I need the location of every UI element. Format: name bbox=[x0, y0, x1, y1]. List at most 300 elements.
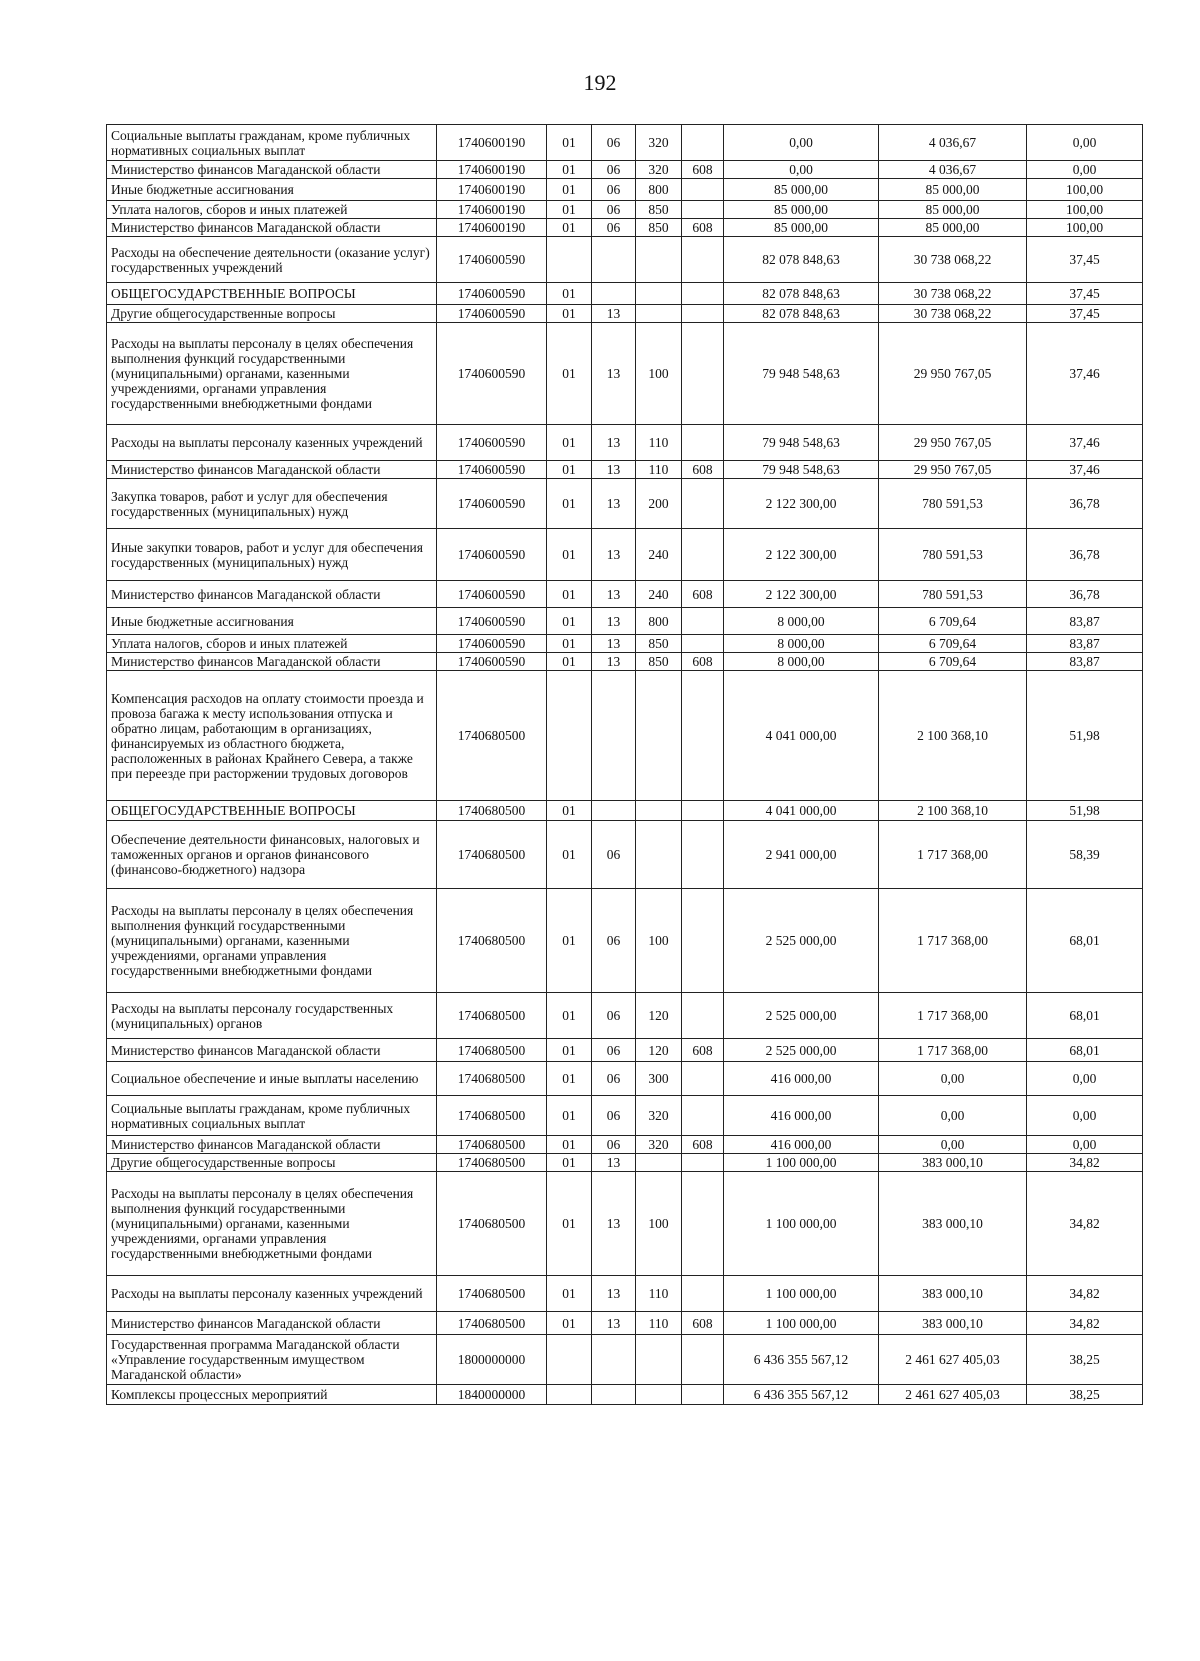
cell-vr: 320 bbox=[636, 125, 682, 161]
cell-section: 01 bbox=[547, 219, 592, 237]
cell-fact: 6 709,64 bbox=[879, 653, 1027, 671]
cell-section: 01 bbox=[547, 1276, 592, 1312]
cell-fact: 1 717 368,00 bbox=[879, 889, 1027, 993]
table-row bbox=[107, 1385, 1143, 1405]
cell-section: 01 bbox=[547, 461, 592, 479]
cell-subsection: 13 bbox=[592, 653, 636, 671]
cell-name: Расходы на выплаты персоналу казенных учреждений bbox=[107, 1276, 437, 1312]
cell-vr: 800 bbox=[636, 608, 682, 635]
cell-fact: 1 717 368,00 bbox=[879, 993, 1027, 1039]
table-row bbox=[107, 1335, 1143, 1385]
cell-subsection bbox=[592, 1385, 636, 1405]
cell-section: 01 bbox=[547, 801, 592, 821]
cell-percent: 68,01 bbox=[1027, 993, 1143, 1039]
cell-csr: 1740600590 bbox=[437, 323, 547, 425]
cell-grbs bbox=[682, 529, 724, 581]
cell-vr: 320 bbox=[636, 1136, 682, 1154]
cell-section: 01 bbox=[547, 993, 592, 1039]
cell-vr bbox=[636, 821, 682, 889]
cell-section: 01 bbox=[547, 1312, 592, 1335]
cell-percent: 34,82 bbox=[1027, 1154, 1143, 1172]
cell-fact: 780 591,53 bbox=[879, 581, 1027, 608]
cell-grbs: 608 bbox=[682, 219, 724, 237]
cell-percent: 51,98 bbox=[1027, 671, 1143, 801]
cell-name: Министерство финансов Магаданской области bbox=[107, 161, 437, 179]
cell-vr bbox=[636, 801, 682, 821]
cell-subsection bbox=[592, 237, 636, 283]
table-row bbox=[107, 1172, 1143, 1276]
cell-section: 01 bbox=[547, 1039, 592, 1062]
cell-vr: 850 bbox=[636, 201, 682, 219]
cell-csr: 1740680500 bbox=[437, 1096, 547, 1136]
table-row bbox=[107, 1062, 1143, 1096]
cell-subsection: 13 bbox=[592, 635, 636, 653]
cell-csr: 1740600590 bbox=[437, 653, 547, 671]
cell-grbs bbox=[682, 1154, 724, 1172]
cell-csr: 1800000000 bbox=[437, 1335, 547, 1385]
cell-section: 01 bbox=[547, 1172, 592, 1276]
cell-plan: 4 041 000,00 bbox=[724, 801, 879, 821]
cell-grbs bbox=[682, 671, 724, 801]
cell-csr: 1740600190 bbox=[437, 161, 547, 179]
cell-name: Закупка товаров, работ и услуг для обеспечения государственных (муниципальных) нужд bbox=[107, 479, 437, 529]
cell-name: Социальные выплаты гражданам, кроме публичных нормативных социальных выплат bbox=[107, 125, 437, 161]
cell-section: 01 bbox=[547, 201, 592, 219]
cell-fact: 29 950 767,05 bbox=[879, 425, 1027, 461]
cell-section: 01 bbox=[547, 1062, 592, 1096]
cell-section: 01 bbox=[547, 608, 592, 635]
cell-plan: 2 525 000,00 bbox=[724, 993, 879, 1039]
cell-section: 01 bbox=[547, 305, 592, 323]
cell-name: Комплексы процессных мероприятий bbox=[107, 1385, 437, 1405]
cell-subsection: 06 bbox=[592, 219, 636, 237]
cell-fact: 85 000,00 bbox=[879, 201, 1027, 219]
cell-fact: 383 000,10 bbox=[879, 1312, 1027, 1335]
cell-fact: 30 738 068,22 bbox=[879, 237, 1027, 283]
cell-grbs bbox=[682, 1385, 724, 1405]
cell-subsection: 06 bbox=[592, 993, 636, 1039]
cell-percent: 37,45 bbox=[1027, 237, 1143, 283]
cell-name: Социальное обеспечение и иные выплаты населению bbox=[107, 1062, 437, 1096]
cell-grbs bbox=[682, 1172, 724, 1276]
cell-subsection bbox=[592, 801, 636, 821]
table-row bbox=[107, 1312, 1143, 1335]
table-row bbox=[107, 305, 1143, 323]
cell-section: 01 bbox=[547, 1154, 592, 1172]
cell-percent: 36,78 bbox=[1027, 581, 1143, 608]
cell-grbs bbox=[682, 283, 724, 305]
cell-name: Обеспечение деятельности финансовых, налоговых и таможенных органов и органов финансового (финансово-бюджетного) надзора bbox=[107, 821, 437, 889]
table-body bbox=[107, 125, 1143, 1405]
cell-plan: 2 941 000,00 bbox=[724, 821, 879, 889]
cell-fact: 0,00 bbox=[879, 1062, 1027, 1096]
cell-grbs: 608 bbox=[682, 1312, 724, 1335]
cell-grbs bbox=[682, 993, 724, 1039]
cell-plan: 2 122 300,00 bbox=[724, 581, 879, 608]
cell-plan: 416 000,00 bbox=[724, 1062, 879, 1096]
cell-fact: 4 036,67 bbox=[879, 125, 1027, 161]
cell-vr: 800 bbox=[636, 179, 682, 201]
cell-name: Министерство финансов Магаданской области bbox=[107, 1312, 437, 1335]
cell-plan: 2 122 300,00 bbox=[724, 479, 879, 529]
cell-grbs bbox=[682, 1276, 724, 1312]
cell-plan: 6 436 355 567,12 bbox=[724, 1335, 879, 1385]
cell-grbs: 608 bbox=[682, 461, 724, 479]
table-row bbox=[107, 529, 1143, 581]
cell-fact: 4 036,67 bbox=[879, 161, 1027, 179]
cell-subsection: 13 bbox=[592, 1154, 636, 1172]
cell-csr: 1740680500 bbox=[437, 1276, 547, 1312]
cell-grbs bbox=[682, 1335, 724, 1385]
cell-name: Министерство финансов Магаданской области bbox=[107, 653, 437, 671]
cell-fact: 2 100 368,10 bbox=[879, 671, 1027, 801]
table-row bbox=[107, 993, 1143, 1039]
cell-percent: 37,45 bbox=[1027, 305, 1143, 323]
table-row bbox=[107, 179, 1143, 201]
cell-grbs bbox=[682, 305, 724, 323]
table-row bbox=[107, 635, 1143, 653]
cell-name: Министерство финансов Магаданской области bbox=[107, 1136, 437, 1154]
cell-plan: 8 000,00 bbox=[724, 608, 879, 635]
cell-grbs bbox=[682, 635, 724, 653]
cell-grbs bbox=[682, 1096, 724, 1136]
cell-subsection: 13 bbox=[592, 323, 636, 425]
cell-fact: 383 000,10 bbox=[879, 1276, 1027, 1312]
cell-section: 01 bbox=[547, 653, 592, 671]
cell-grbs: 608 bbox=[682, 1039, 724, 1062]
cell-vr bbox=[636, 1385, 682, 1405]
cell-subsection: 13 bbox=[592, 479, 636, 529]
cell-subsection: 13 bbox=[592, 529, 636, 581]
cell-grbs bbox=[682, 237, 724, 283]
cell-vr: 110 bbox=[636, 461, 682, 479]
cell-csr: 1740600190 bbox=[437, 179, 547, 201]
cell-plan: 6 436 355 567,12 bbox=[724, 1385, 879, 1405]
cell-name: Расходы на выплаты персоналу казенных учреждений bbox=[107, 425, 437, 461]
cell-vr: 850 bbox=[636, 219, 682, 237]
cell-plan: 2 122 300,00 bbox=[724, 529, 879, 581]
table-row bbox=[107, 323, 1143, 425]
cell-fact: 0,00 bbox=[879, 1136, 1027, 1154]
cell-name: ОБЩЕГОСУДАРСТВЕННЫЕ ВОПРОСЫ bbox=[107, 283, 437, 305]
cell-vr: 240 bbox=[636, 529, 682, 581]
cell-name: Расходы на выплаты персоналу в целях обеспечения выполнения функций государственными (муниципальными) органами, казенными учреждениями, органами управления государственными внебюджетными фондами bbox=[107, 1172, 437, 1276]
cell-plan: 85 000,00 bbox=[724, 179, 879, 201]
cell-name: Иные бюджетные ассигнования bbox=[107, 608, 437, 635]
cell-subsection: 06 bbox=[592, 821, 636, 889]
cell-vr: 300 bbox=[636, 1062, 682, 1096]
cell-grbs bbox=[682, 425, 724, 461]
cell-plan: 0,00 bbox=[724, 161, 879, 179]
cell-plan: 79 948 548,63 bbox=[724, 323, 879, 425]
cell-grbs bbox=[682, 608, 724, 635]
table-row bbox=[107, 671, 1143, 801]
cell-fact: 85 000,00 bbox=[879, 219, 1027, 237]
cell-vr: 100 bbox=[636, 889, 682, 993]
cell-csr: 1740680500 bbox=[437, 993, 547, 1039]
cell-grbs: 608 bbox=[682, 161, 724, 179]
cell-csr: 1740680500 bbox=[437, 1039, 547, 1062]
cell-name: Министерство финансов Магаданской области bbox=[107, 219, 437, 237]
cell-csr: 1740680500 bbox=[437, 1136, 547, 1154]
cell-name: Министерство финансов Магаданской области bbox=[107, 581, 437, 608]
cell-csr: 1740680500 bbox=[437, 1062, 547, 1096]
cell-percent: 37,46 bbox=[1027, 461, 1143, 479]
cell-subsection bbox=[592, 283, 636, 305]
cell-fact: 29 950 767,05 bbox=[879, 461, 1027, 479]
cell-plan: 1 100 000,00 bbox=[724, 1312, 879, 1335]
cell-csr: 1740600590 bbox=[437, 529, 547, 581]
cell-name: Другие общегосударственные вопросы bbox=[107, 305, 437, 323]
table-row bbox=[107, 219, 1143, 237]
cell-name: Расходы на выплаты персоналу в целях обеспечения выполнения функций государственными (муниципальными) органами, казенными учреждениями, органами управления государственными внебюджетными фондами bbox=[107, 889, 437, 993]
cell-plan: 85 000,00 bbox=[724, 219, 879, 237]
cell-vr bbox=[636, 283, 682, 305]
cell-subsection bbox=[592, 671, 636, 801]
table-row bbox=[107, 201, 1143, 219]
table-row bbox=[107, 283, 1143, 305]
cell-fact: 780 591,53 bbox=[879, 479, 1027, 529]
cell-fact: 2 461 627 405,03 bbox=[879, 1385, 1027, 1405]
cell-vr: 120 bbox=[636, 1039, 682, 1062]
cell-vr bbox=[636, 1335, 682, 1385]
cell-plan: 4 041 000,00 bbox=[724, 671, 879, 801]
table-row bbox=[107, 821, 1143, 889]
cell-grbs bbox=[682, 821, 724, 889]
cell-subsection: 13 bbox=[592, 305, 636, 323]
cell-percent: 34,82 bbox=[1027, 1276, 1143, 1312]
cell-name: Расходы на выплаты персоналу в целях обеспечения выполнения функций государственными (муниципальными) органами, казенными учреждениями, органами управления государственными внебюджетными фондами bbox=[107, 323, 437, 425]
cell-name: ОБЩЕГОСУДАРСТВЕННЫЕ ВОПРОСЫ bbox=[107, 801, 437, 821]
cell-percent: 83,87 bbox=[1027, 635, 1143, 653]
cell-subsection: 06 bbox=[592, 161, 636, 179]
cell-grbs: 608 bbox=[682, 581, 724, 608]
cell-csr: 1740600590 bbox=[437, 305, 547, 323]
cell-name: Уплата налогов, сборов и иных платежей bbox=[107, 635, 437, 653]
cell-percent: 37,45 bbox=[1027, 283, 1143, 305]
cell-section: 01 bbox=[547, 635, 592, 653]
cell-percent: 100,00 bbox=[1027, 219, 1143, 237]
cell-grbs bbox=[682, 201, 724, 219]
cell-vr: 850 bbox=[636, 653, 682, 671]
cell-percent: 58,39 bbox=[1027, 821, 1143, 889]
cell-percent: 37,46 bbox=[1027, 323, 1143, 425]
cell-plan: 82 078 848,63 bbox=[724, 283, 879, 305]
cell-vr: 850 bbox=[636, 635, 682, 653]
cell-csr: 1740600590 bbox=[437, 237, 547, 283]
cell-section: 01 bbox=[547, 125, 592, 161]
cell-vr bbox=[636, 671, 682, 801]
cell-fact: 780 591,53 bbox=[879, 529, 1027, 581]
table-row bbox=[107, 653, 1143, 671]
cell-plan: 79 948 548,63 bbox=[724, 425, 879, 461]
cell-name: Иные бюджетные ассигнования bbox=[107, 179, 437, 201]
cell-subsection: 06 bbox=[592, 179, 636, 201]
cell-vr: 120 bbox=[636, 993, 682, 1039]
cell-vr: 110 bbox=[636, 1312, 682, 1335]
cell-csr: 1740600190 bbox=[437, 201, 547, 219]
cell-fact: 30 738 068,22 bbox=[879, 305, 1027, 323]
cell-fact: 29 950 767,05 bbox=[879, 323, 1027, 425]
cell-percent: 83,87 bbox=[1027, 653, 1143, 671]
cell-section bbox=[547, 671, 592, 801]
table-row bbox=[107, 889, 1143, 993]
cell-section bbox=[547, 1335, 592, 1385]
cell-fact: 0,00 bbox=[879, 1096, 1027, 1136]
cell-fact: 2 100 368,10 bbox=[879, 801, 1027, 821]
cell-vr: 110 bbox=[636, 425, 682, 461]
cell-name: Расходы на выплаты персоналу государственных (муниципальных) органов bbox=[107, 993, 437, 1039]
cell-subsection: 13 bbox=[592, 425, 636, 461]
cell-csr: 1740600590 bbox=[437, 479, 547, 529]
table-row bbox=[107, 1154, 1143, 1172]
cell-csr: 1740600590 bbox=[437, 608, 547, 635]
cell-csr: 1740680500 bbox=[437, 1154, 547, 1172]
cell-section: 01 bbox=[547, 581, 592, 608]
cell-grbs bbox=[682, 801, 724, 821]
table-row bbox=[107, 581, 1143, 608]
cell-percent: 68,01 bbox=[1027, 1039, 1143, 1062]
cell-section: 01 bbox=[547, 323, 592, 425]
table-row bbox=[107, 1276, 1143, 1312]
table-row bbox=[107, 479, 1143, 529]
cell-csr: 1740600590 bbox=[437, 461, 547, 479]
cell-grbs bbox=[682, 323, 724, 425]
cell-percent: 38,25 bbox=[1027, 1385, 1143, 1405]
cell-fact: 6 709,64 bbox=[879, 635, 1027, 653]
cell-vr: 110 bbox=[636, 1276, 682, 1312]
cell-fact: 1 717 368,00 bbox=[879, 1039, 1027, 1062]
cell-csr: 1740680500 bbox=[437, 671, 547, 801]
table-row bbox=[107, 1136, 1143, 1154]
table-row bbox=[107, 237, 1143, 283]
cell-name: Министерство финансов Магаданской области bbox=[107, 1039, 437, 1062]
cell-plan: 79 948 548,63 bbox=[724, 461, 879, 479]
cell-subsection: 06 bbox=[592, 1039, 636, 1062]
cell-grbs bbox=[682, 1062, 724, 1096]
cell-plan: 1 100 000,00 bbox=[724, 1276, 879, 1312]
cell-percent: 0,00 bbox=[1027, 125, 1143, 161]
cell-plan: 8 000,00 bbox=[724, 635, 879, 653]
cell-plan: 0,00 bbox=[724, 125, 879, 161]
cell-section: 01 bbox=[547, 425, 592, 461]
cell-percent: 0,00 bbox=[1027, 1136, 1143, 1154]
cell-subsection: 13 bbox=[592, 1312, 636, 1335]
cell-section bbox=[547, 237, 592, 283]
cell-plan: 1 100 000,00 bbox=[724, 1172, 879, 1276]
cell-section: 01 bbox=[547, 1136, 592, 1154]
cell-percent: 37,46 bbox=[1027, 425, 1143, 461]
cell-grbs: 608 bbox=[682, 653, 724, 671]
cell-csr: 1740600590 bbox=[437, 581, 547, 608]
table-row bbox=[107, 1039, 1143, 1062]
table-row bbox=[107, 125, 1143, 161]
cell-percent: 68,01 bbox=[1027, 889, 1143, 993]
cell-name: Социальные выплаты гражданам, кроме публичных нормативных социальных выплат bbox=[107, 1096, 437, 1136]
cell-subsection: 13 bbox=[592, 461, 636, 479]
cell-csr: 1740600590 bbox=[437, 635, 547, 653]
cell-percent: 36,78 bbox=[1027, 529, 1143, 581]
cell-percent: 34,82 bbox=[1027, 1172, 1143, 1276]
cell-section: 01 bbox=[547, 821, 592, 889]
cell-subsection: 13 bbox=[592, 1172, 636, 1276]
cell-name: Компенсация расходов на оплату стоимости проезда и провоза багажа к месту использования отпуска и обратно лицам, работающим в организациях, финансируемых из областного бюджета, расположенных в районах Крайнего Севера, а также при переезде при расторжении трудовых договоров bbox=[107, 671, 437, 801]
cell-csr: 1740600190 bbox=[437, 219, 547, 237]
cell-subsection: 06 bbox=[592, 889, 636, 993]
cell-percent: 0,00 bbox=[1027, 1096, 1143, 1136]
cell-csr: 1740680500 bbox=[437, 1172, 547, 1276]
cell-section: 01 bbox=[547, 283, 592, 305]
cell-grbs bbox=[682, 479, 724, 529]
cell-name: Иные закупки товаров, работ и услуг для обеспечения государственных (муниципальных) нужд bbox=[107, 529, 437, 581]
cell-subsection: 13 bbox=[592, 1276, 636, 1312]
cell-subsection: 13 bbox=[592, 581, 636, 608]
cell-grbs bbox=[682, 125, 724, 161]
cell-fact: 383 000,10 bbox=[879, 1154, 1027, 1172]
table-row bbox=[107, 608, 1143, 635]
cell-percent: 100,00 bbox=[1027, 179, 1143, 201]
cell-grbs bbox=[682, 179, 724, 201]
cell-csr: 1740600190 bbox=[437, 125, 547, 161]
cell-fact: 1 717 368,00 bbox=[879, 821, 1027, 889]
cell-section: 01 bbox=[547, 529, 592, 581]
cell-subsection bbox=[592, 1335, 636, 1385]
cell-csr: 1740680500 bbox=[437, 1312, 547, 1335]
cell-grbs: 608 bbox=[682, 1136, 724, 1154]
cell-vr: 320 bbox=[636, 161, 682, 179]
cell-plan: 416 000,00 bbox=[724, 1136, 879, 1154]
cell-vr: 100 bbox=[636, 323, 682, 425]
cell-plan: 82 078 848,63 bbox=[724, 237, 879, 283]
cell-name: Министерство финансов Магаданской области bbox=[107, 461, 437, 479]
cell-grbs bbox=[682, 889, 724, 993]
cell-percent: 0,00 bbox=[1027, 161, 1143, 179]
cell-subsection: 06 bbox=[592, 1096, 636, 1136]
cell-section: 01 bbox=[547, 161, 592, 179]
cell-percent: 83,87 bbox=[1027, 608, 1143, 635]
cell-name: Уплата налогов, сборов и иных платежей bbox=[107, 201, 437, 219]
table-row bbox=[107, 801, 1143, 821]
cell-fact: 6 709,64 bbox=[879, 608, 1027, 635]
cell-vr: 100 bbox=[636, 1172, 682, 1276]
cell-plan: 2 525 000,00 bbox=[724, 1039, 879, 1062]
cell-vr: 200 bbox=[636, 479, 682, 529]
cell-csr: 1740680500 bbox=[437, 801, 547, 821]
cell-subsection: 06 bbox=[592, 201, 636, 219]
cell-csr: 1740600590 bbox=[437, 283, 547, 305]
cell-name: Государственная программа Магаданской области «Управление государственным имуществом Магаданской области» bbox=[107, 1335, 437, 1385]
cell-percent: 34,82 bbox=[1027, 1312, 1143, 1335]
cell-subsection: 13 bbox=[592, 608, 636, 635]
cell-section: 01 bbox=[547, 179, 592, 201]
cell-vr bbox=[636, 237, 682, 283]
cell-section: 01 bbox=[547, 1096, 592, 1136]
cell-plan: 82 078 848,63 bbox=[724, 305, 879, 323]
cell-name: Другие общегосударственные вопросы bbox=[107, 1154, 437, 1172]
cell-subsection: 06 bbox=[592, 125, 636, 161]
cell-percent: 51,98 bbox=[1027, 801, 1143, 821]
cell-plan: 416 000,00 bbox=[724, 1096, 879, 1136]
cell-percent: 100,00 bbox=[1027, 201, 1143, 219]
cell-fact: 85 000,00 bbox=[879, 179, 1027, 201]
cell-plan: 1 100 000,00 bbox=[724, 1154, 879, 1172]
cell-vr: 240 bbox=[636, 581, 682, 608]
table-row bbox=[107, 161, 1143, 179]
table-row bbox=[107, 1096, 1143, 1136]
page-number: 192 bbox=[583, 70, 617, 95]
cell-subsection: 06 bbox=[592, 1136, 636, 1154]
cell-name: Расходы на обеспечение деятельности (оказание услуг) государственных учреждений bbox=[107, 237, 437, 283]
